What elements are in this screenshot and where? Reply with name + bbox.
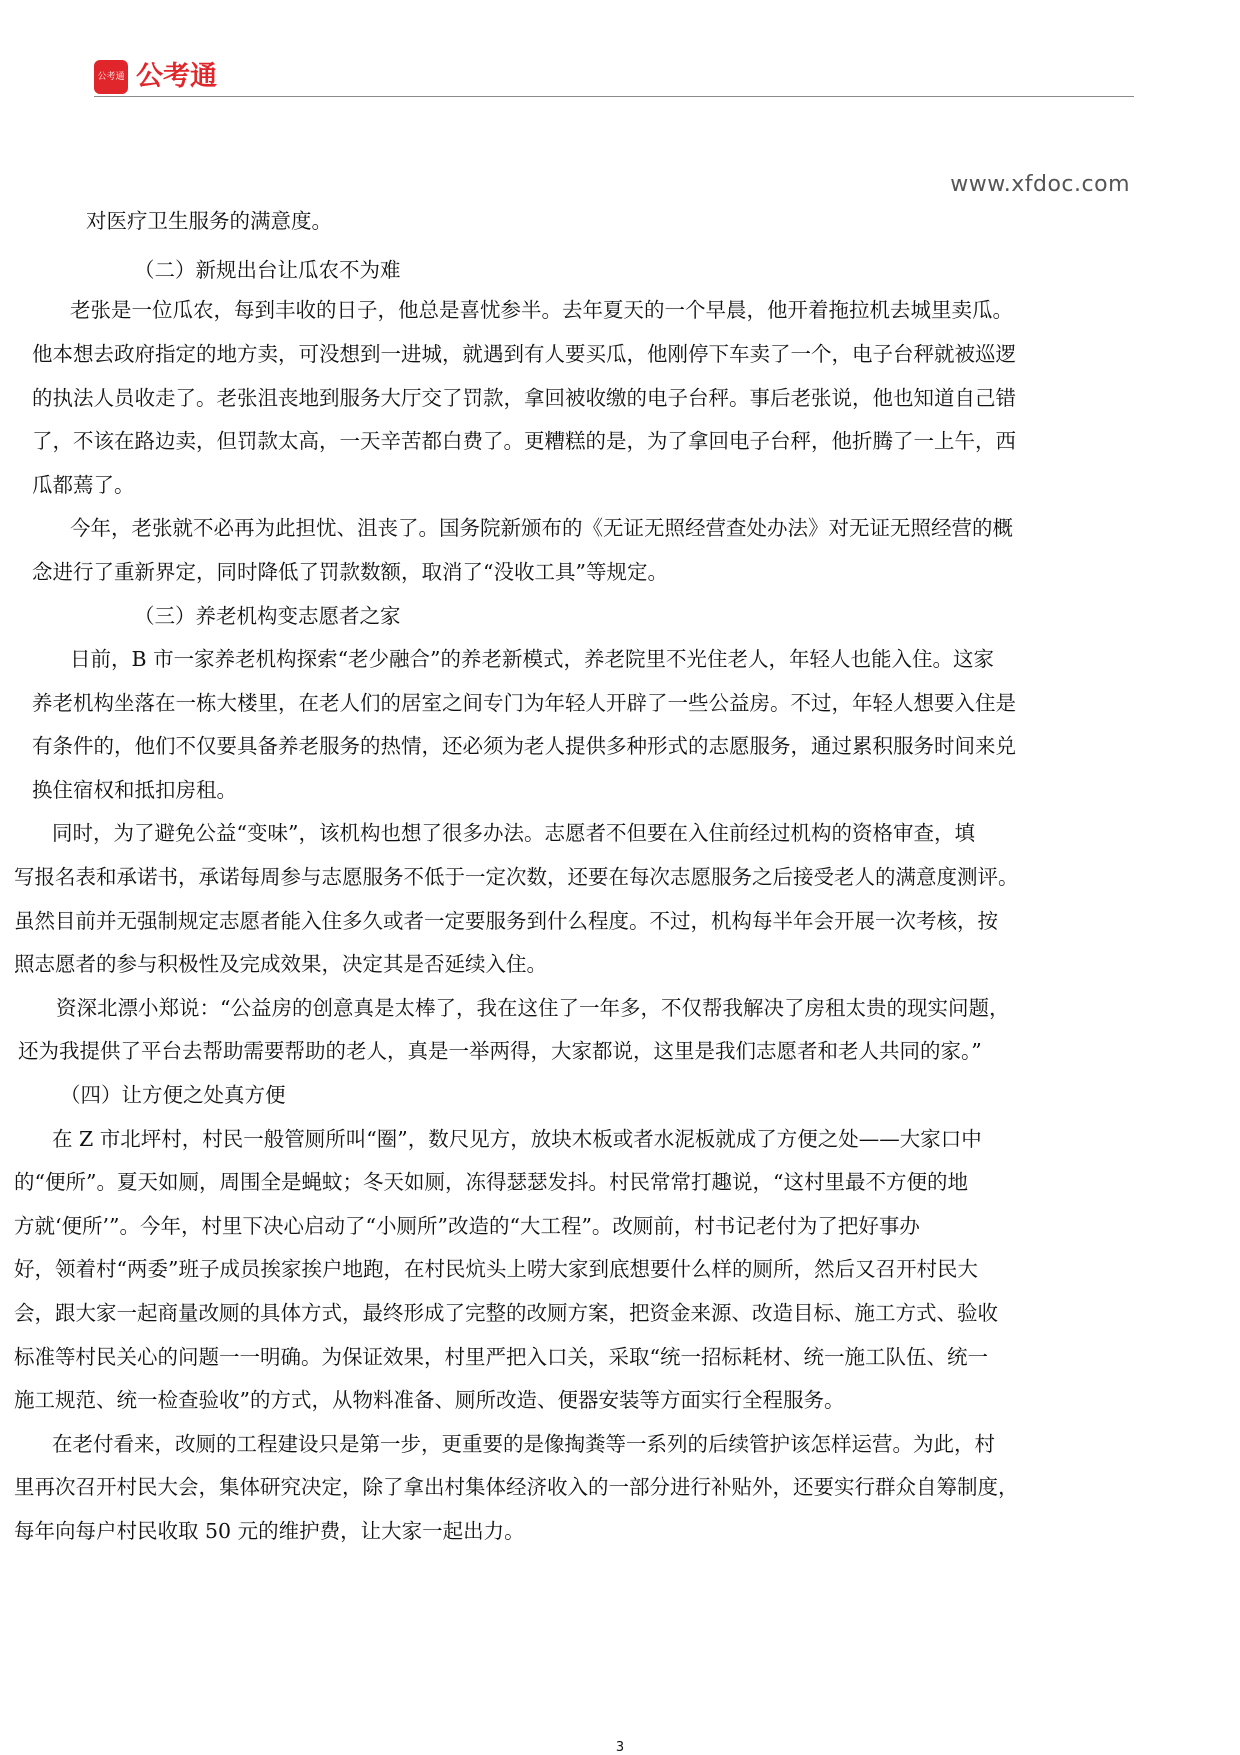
body-line: 在 Z 市北坪村，村民一般管厕所叫“圈”，数尺见方，放块木板或者水泥板就成了方便之处——大家口中 [52,1127,982,1151]
logo-badge: 公考通 [94,60,128,94]
body-line: 养老机构坐落在一栋大楼里，在老人们的居室之间专门为年轻人开辟了一些公益房。不过，年轻人想要入住是 [32,691,1016,715]
body-line: 照志愿者的参与积极性及完成效果，决定其是否延续入住。 [14,952,547,976]
body-line: 在老付看来，改厕的工程建设只是第一步，更重要的是像掏粪等一系列的后续管护该怎样运营。为此，村 [52,1432,995,1456]
body-line: 了，不该在路边卖，但罚款太高，一天辛苦都白费了。更糟糕的是，为了拿回电子台秤，他折腾了一上午，西 [32,429,1016,453]
body-line: 的“便所”。夏天如厕，周围全是蝇蚊；冬天如厕，冻得瑟瑟发抖。村民常常打趣说，“这村里最不方便的地 [14,1170,968,1194]
header-divider [94,96,1134,97]
body-line: 的执法人员收走了。老张沮丧地到服务大厅交了罚款，拿回被收缴的电子台秤。事后老张说，他也知道自己错 [32,386,1016,410]
body-line: 对医疗卫生服务的满意度。 [86,209,332,233]
body-line: 他本想去政府指定的地方卖，可没想到一进城，就遇到有人要买瓜，他刚停下车卖了一个，电子台秤就被巡逻 [32,342,1016,366]
body-line: 虽然目前并无强制规定志愿者能入住多久或者一定要服务到什么程度。不过，机构每半年会开展一次考核，按 [14,909,998,933]
body-line: 换住宿权和抵扣房租。 [32,778,237,802]
body-line: 还为我提供了平台去帮助需要帮助的老人，真是一举两得，大家都说，这里是我们志愿者和老人共同的家。” [18,1039,982,1063]
body-line: 好，领着村“两委”班子成员挨家挨户地跑，在村民炕头上唠大家到底想要什么样的厕所，然后又召开村民大 [14,1257,978,1281]
section-heading: （四）让方便之处真方便 [60,1083,286,1107]
page-header [94,58,1134,98]
section-heading: （三）养老机构变志愿者之家 [134,604,401,628]
website-watermark: www.xfdoc.com [950,172,1130,197]
body-line: 每年向每户村民收取 50 元的维护费，让大家一起出力。 [14,1519,525,1543]
section-heading: （二）新规出台让瓜农不为难 [134,258,401,282]
body-line: 今年，老张就不必再为此担忧、沮丧了。国务院新颁布的《无证无照经营查处办法》对无证无照经营的概 [70,516,1013,540]
body-line: 里再次召开村民大会，集体研究决定，除了拿出村集体经济收入的一部分进行补贴外，还要实行群众自筹制度， [14,1475,1019,1499]
body-line: 念进行了重新界定，同时降低了罚款数额，取消了“没收工具”等规定。 [32,560,668,584]
body-line: 方就‘便所’”。今年，村里下决心启动了“小厕所”改造的“大工程”。改厕前，村书记老付为了把好事办 [14,1214,920,1238]
body-line: 标准等村民关心的问题一一明确。为保证效果，村里严把入口关，采取“统一招标耗材、统一施工队伍、统一 [14,1345,988,1369]
body-line: 写报名表和承诺书，承诺每周参与志愿服务不低于一定次数，还要在每次志愿服务之后接受老人的满意度测评。 [14,865,1019,889]
body-line: 有条件的，他们不仅要具备养老服务的热情，还必须为老人提供多种形式的志愿服务，通过累积服务时间来兑 [32,734,1016,758]
body-line: 老张是一位瓜农，每到丰收的日子，他总是喜忧参半。去年夏天的一个早晨，他开着拖拉机去城里卖瓜。 [70,298,1013,322]
body-line: 瓜都蔫了。 [32,473,135,497]
body-line: 施工规范、统一检查验收”的方式，从物料准备、厕所改造、便器安装等方面实行全程服务。 [14,1388,845,1412]
logo-name: 公考通 [136,61,217,92]
body-line: 资深北漂小郑说：“公益房的创意真是太棒了，我在这住了一年多，不仅帮我解决了房租太贵的现实问题， [56,996,1010,1020]
page-number: 3 [615,1740,625,1755]
body-line: 会，跟大家一起商量改厕的具体方式，最终形成了完整的改厕方案，把资金来源、改造目标、施工方式、验收 [14,1301,998,1325]
body-line: 同时，为了避免公益“变味”，该机构也想了很多办法。志愿者不但要在入住前经过机构的资格审查，填 [52,821,975,845]
body-line: 日前，B 市一家养老机构探索“老少融合”的养老新模式，养老院里不光住老人，年轻人也能入住。这家 [70,647,995,671]
